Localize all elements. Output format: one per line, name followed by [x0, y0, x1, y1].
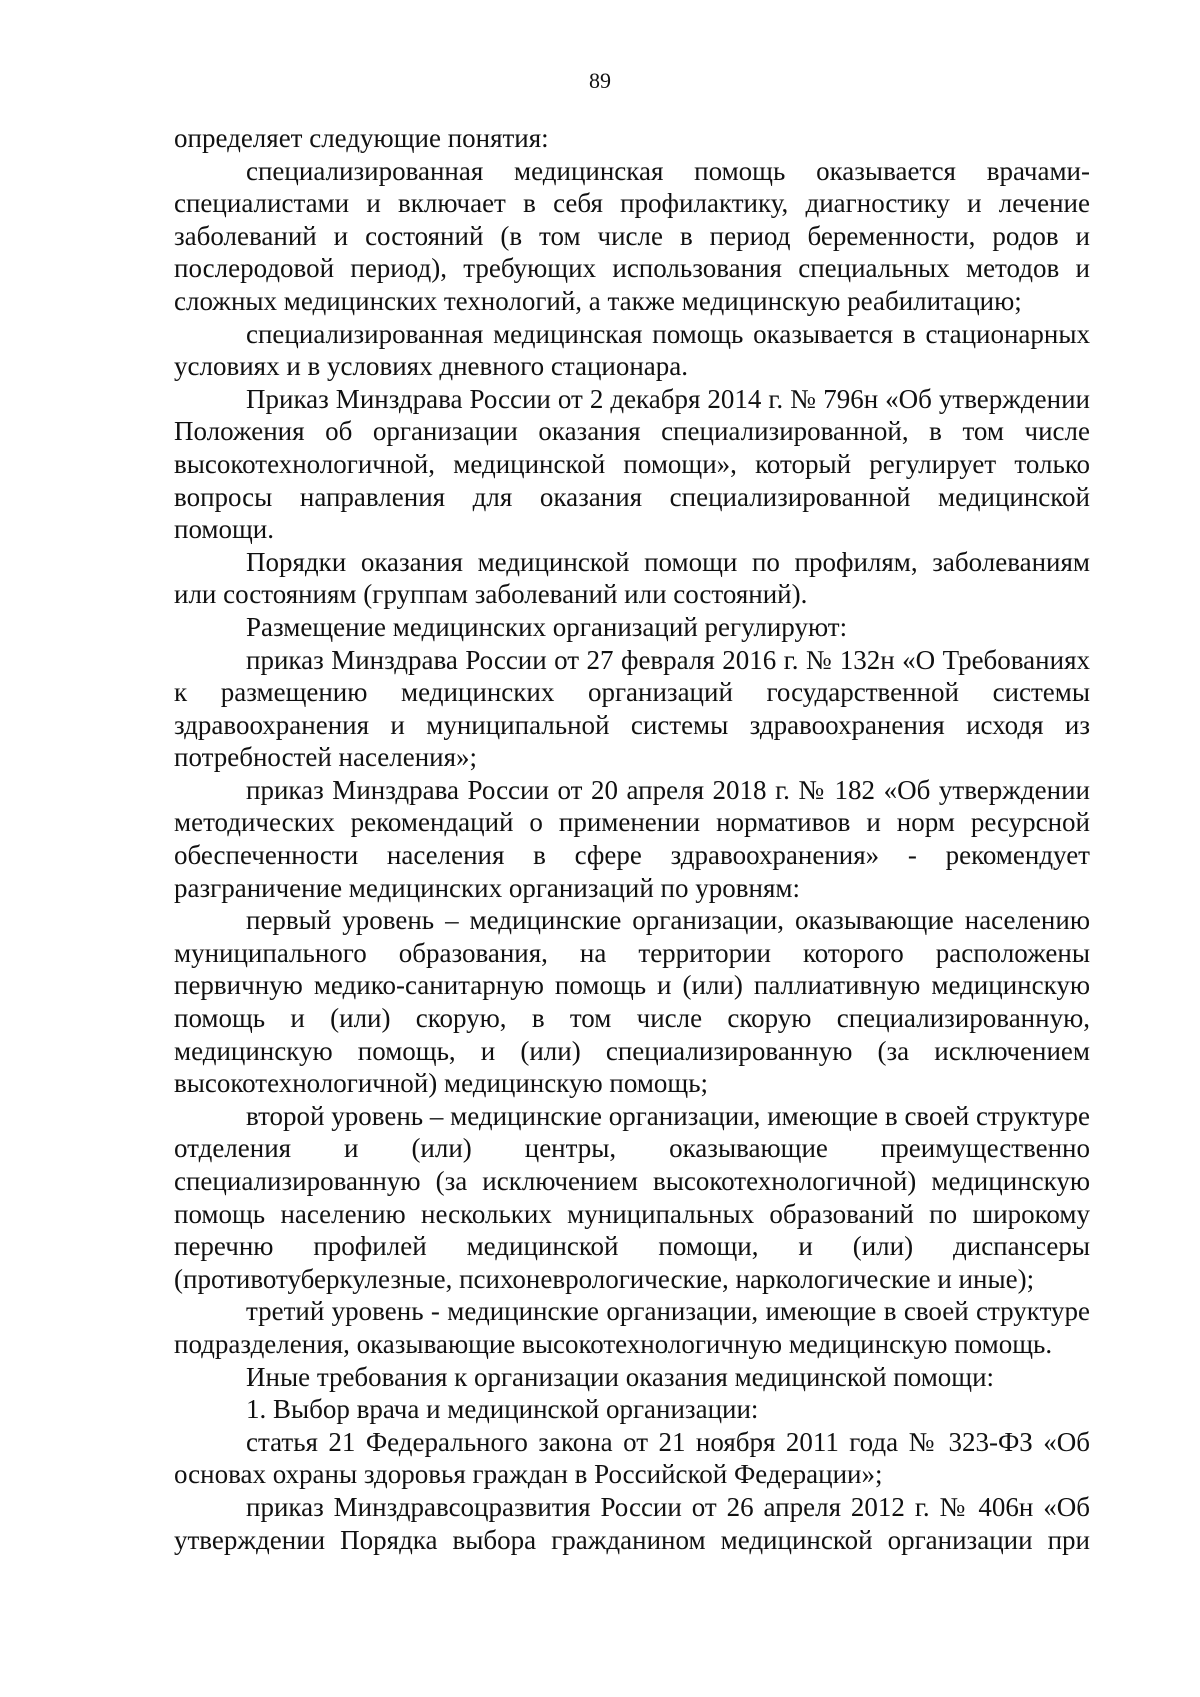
paragraph-care-procedures: Порядки оказания медицинской помощи по профилям, заболеваниям или состояниям (группам заболеваний или состояний).	[174, 546, 1090, 610]
document-body	[174, 122, 1090, 1556]
paragraph-order-406n: приказ Минздравсоцразвития России от 26 апреля 2012 г. № 406н «Об утверждении Порядка выбора гражданином медицинской организации при	[174, 1491, 1090, 1555]
paragraph-level-two: второй уровень – медицинские организации, имеющие в своей структуре отделения и (или) центры, оказывающие преимущественно специализированную (за исключением высокотехнологичной) медицинскую помощь населению нескольких муниципальных образований по широкому перечню профилей медицинской помощи, и (или) диспансеры (противотуберкулезные, психоневрологические, наркологические и иные);	[174, 1100, 1090, 1294]
paragraph-order-182: приказ Минздрава России от 20 апреля 2018 г. № 182 «Об утверждении методических рекомендаций о применении нормативов и норм ресурсной обеспеченности населения в сфере здравоохранения» - рекомендует разграничение медицинских организаций по уровням:	[174, 774, 1090, 903]
paragraph-placement-heading: Размещение медицинских организаций регулируют:	[246, 611, 848, 642]
paragraph-level-one: первый уровень – медицинские организации, оказывающие населению муниципального образования, на территории которого расположены первичную медико-санитарную помощь и (или) паллиативную медицинскую помощь и (или) скорую, в том числе скорую специализированную, медицинскую помощь, и (или) специализированную (за исключением высокотехнологичной) медицинскую помощь;	[174, 905, 1090, 1099]
paragraph-choice-of-doctor: 1. Выбор врача и медицинской организации:	[246, 1394, 759, 1425]
paragraph-order-796n: Приказ Минздрава России от 2 декабря 2014 г. № 796н «Об утверждении Положения об организации оказания специализированной, в том числе высокотехнологичной, медицинской помощи», который регулирует только вопросы направления для оказания специализированной медицинской помощи.	[174, 383, 1090, 545]
paragraph-order-132n: приказ Минздрава России от 27 февраля 2016 г. № 132н «О Требованиях к размещению медицинских организаций государственной системы здравоохранения и муниципальной системы здравоохранения исходя из потребностей населения»;	[174, 644, 1090, 773]
paragraph-other-requirements: Иные требования к организации оказания медицинской помощи:	[246, 1361, 995, 1392]
paragraph-specialized-care-definition: специализированная медицинская помощь оказывается врачами-специалистами и включает в себя профилактику, диагностику и лечение заболеваний и состояний (в том числе в период беременности, родов и послеродовой период), требующих использования специальных методов и сложных медицинских технологий, а также медицинскую реабилитацию;	[174, 155, 1090, 316]
paragraph-intro: определяет следующие понятия:	[174, 123, 549, 153]
paragraph-article-21: статья 21 Федерального закона от 21 ноября 2011 года № 323-ФЗ «Об основах охраны здоровья граждан в Российской Федерации»;	[174, 1426, 1090, 1490]
page-number: 89	[589, 68, 611, 93]
paragraph-level-three: третий уровень - медицинские организации, имеющие в своей структуре подразделения, оказывающие высокотехнологичную медицинскую помощь.	[174, 1296, 1090, 1359]
paragraph-specialized-care-conditions: специализированная медицинская помощь оказывается в стационарных условиях и в условиях дневного стационара.	[174, 318, 1090, 382]
